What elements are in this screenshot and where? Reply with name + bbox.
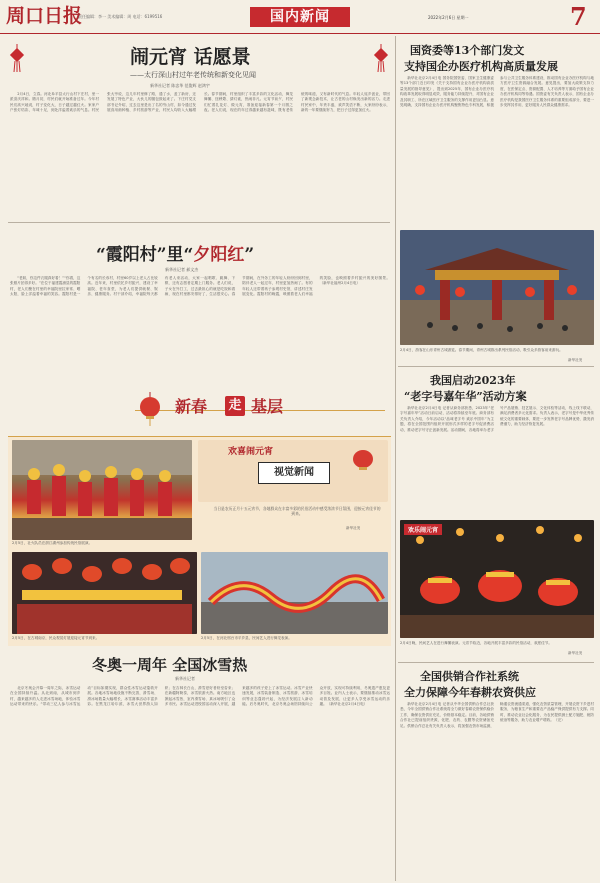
lantern-byline: 新华社记者 陈忠华 范俊辉 赵鸿宇 [150, 83, 210, 88]
divider [398, 366, 594, 367]
event-headline-1: 我国启动2023年 [430, 374, 516, 387]
supply-headline-2: 全力保障今年春耕农资供应 [404, 686, 536, 699]
archway-photo [400, 230, 594, 345]
gallery-caption-1: 2月5日，社火队员在浙江湖州参加传统民俗展演。 [12, 541, 93, 545]
lantern-icon [348, 444, 378, 474]
lion-dance-caption: 2月4日晚，民间艺人在进行舞狮表演。元宵节临近，各地开展丰富多彩的民俗活动，欢度佳节。 [400, 641, 552, 645]
ancient-city-gate-image [400, 230, 594, 345]
supply-body: 新华社北京2月4日电 记者从中华全国供销合作总社获悉，今年全国供销合作社系统将全力做好春耕农资保供稳价工作，确保农资供应充足、价格基本稳定。目前，各地供销合作社已提前组织货源，化肥、农药、农膜等农资储备充足。供销合作总社有关负责人表示，将加强农资市场监测，畅通农资流通渠道，强化农资质量管理，开展农资下乡进村服务，为粮食生产和重要农产品稳产保供提供有力支撑。同时，推动农业社会化服务，为农民提供测土配方施肥、统防统治等服务，助力农业增产增收。（完） [400, 702, 594, 728]
winter-headline: 冬奥一周年 全国冰雪热 [92, 656, 248, 674]
gallery-photo-2 [12, 552, 197, 634]
supply-headline-1: 全国供销合作社系统 [420, 670, 519, 683]
sunset-body: “老妹，你这件衣服真好看！”“你看，这张照片拍得多好。”在位于福建霞浦县的霞阳村，老人们聚在村里的幸福院里拉家常、晒太阳，脸上洋溢着幸福的笑容。霞阳村是一个有名的长寿村，村里60岁以上老人占比较高。近年来，村里依托乡村振兴，建设了幸福院、老年食堂，为老人们提供就餐、娱乐、健康服务。村干部介绍，幸福院每天都有老人来活动，大家一起唱歌、跳舞、下棋，还有志愿者定期上门服务。老人们说，子女在外打工，过去最担心的就是吃饭和看病，现在村里都安排好了，生活很安心。春节期间，在外务工的年轻人纷纷回到村里，陪伴老人一起过年，村里更加热闹了。有的年轻人还带着孩子参观村史馆，讲述村庄发展变化。霞阳村的晚霞，映照着老人们幸福的笑脸，也映照着乡村振兴的美好图景。（新华社福州2月4日电） [10, 276, 390, 297]
chinese-knot-icon [8, 44, 26, 72]
archway-credit: 新华社发 [568, 358, 583, 362]
gallery-title-panel [198, 440, 388, 502]
gallery-title: 欢喜闹元宵 [228, 447, 274, 457]
lantern-subheadline: ——太行深山村过年老传统和新变化见闻 [130, 71, 256, 79]
medical-body: 新华社北京2月4日电 国务院国资委、国家卫生健康委等13个部门近日印发《关于支持国有企业办医疗机构高质量发展的指导意见》，提出到2025年，国有企业办医疗机构改革发展取得明显成效，服务能力持续提升，对国有企业及其职工、所在区域医疗卫生服务的支撑作用更加凸显。意见明确，支持国有企业办医疗机构聚焦特色专科发展，积极参与公共卫生服务体系建设，推动国有企业办医疗机构与地方医疗卫生资源融合发展。意见提出，要加大政策支持力度，在医保定点、资源配置、人才培养等方面给予国有企业办医疗机构同等待遇。国资委有关负责人表示，国有企业办医疗机构是我国医疗卫生服务体系的重要组成部分，要进一步发挥其作用，更好服务人民群众健康需求。 [400, 76, 594, 108]
event-headline-2: “老字号嘉年华”活动方案 [404, 390, 527, 403]
newspaper-logo: 周口日报 [6, 5, 83, 27]
special-label-xinchun: 新春 [175, 397, 208, 416]
column-divider [395, 36, 396, 881]
lantern-display-image [12, 552, 197, 634]
page-number: 7 [570, 2, 587, 31]
gallery-caption-2: 2月5日，在古城南京，民众观赏灯展迎接元宵节到来。 [12, 636, 100, 640]
section-title: 国内新闻 [250, 7, 350, 27]
sunset-headline: “霞阳村”里“夕阳红” [96, 245, 255, 265]
winter-byline: 新华社记者 [175, 676, 195, 681]
dragon-dance-image [201, 552, 388, 634]
lantern-headline: 闹元宵 话愿景 [130, 46, 251, 68]
lion-dance-photo [400, 520, 594, 638]
visual-news-tag: 视觉新闻 [258, 462, 330, 484]
special-column-banner [135, 388, 385, 430]
divider [8, 222, 390, 223]
medical-headline-1: 国资委等13个部门发文 [410, 44, 525, 57]
masthead [0, 0, 600, 34]
lion-dance-image [400, 520, 594, 638]
folk-performers-image [12, 440, 192, 540]
lantern-icon [137, 392, 163, 426]
gallery-intro: 当日是农历正月十五元宵节，各地群众在丰富多彩的民俗活动中感受浓浓节日氛围，迎接元宵佳节的到来。 [213, 506, 381, 516]
lion-dance-tag: 欢乐闹元宵 [404, 524, 442, 535]
gallery-credit: 新华社发 [346, 526, 361, 530]
special-label-jiceng: 基层 [251, 397, 284, 416]
editor-info: 责任编辑：李一 美术编辑：周 电话：6199516 [78, 14, 163, 19]
gallery-photo-1 [12, 440, 192, 540]
gallery-photo-3 [201, 552, 388, 634]
archway-caption: 2月4日，游客在山东青州古城游览。春节期间，青州古城推出系列民俗活动，吸引众多游客前来游玩。 [400, 348, 563, 352]
special-label-zou: 走 [225, 396, 245, 416]
medical-headline-2: 支持国企办医疗机构高质量发展 [404, 60, 558, 73]
lion-dance-credit: 新华社发 [568, 651, 583, 655]
gallery-caption-3: 2月5日，在河北邢台市平乡县，民间艺人进行舞龙表演。 [201, 636, 292, 640]
issue-date: 2022年2月6日 星期一 [428, 15, 469, 20]
event-body: 新华社北京2月4日电 记者从商务部获悉，2023年“老字号嘉年华”活动日前启动，活动将持续至年底。商务部有关负责人介绍，今年活动以“品味老字号 欢乐中国年”为主题，将在全国范围内组织开展形式多样的老字号促消费活动，推动老字号守正创新发展。活动期间，各地将举办老字号产品展销、技艺展示、文化体验等活动，线上线下联动，满足消费者多元化需求。负责人表示，老字号是中华优秀传统文化的重要载体，要进一步发挥老字号品牌优势，激发消费潜力，助力经济恢复发展。 [400, 406, 594, 432]
chinese-knot-icon [372, 44, 390, 72]
divider [398, 662, 594, 663]
sunset-byline: 新华社记者 郝文杰 [165, 267, 199, 272]
lantern-body: 2月4日，立春。河北阜平县太行山村下庄村，里一派喜庆祥和。腊月初，村民们就开始准备过年。今年村民们高兴地说，村子变化大，日子越过越红火。家家户户张灯结彩，年味十足，到处洋溢着欢乐的气息。村民张大爷说，这几年村里修了路，通了水，盖了新房，还发展了特色产业，大伙儿的腰包鼓起来了。下庄村党支部书记介绍，过去这里是出了名的穷山村，如今通过发展食用菌种植、乡村旅游等产业，村民人均收入大幅增长。春节期间，村里组织了丰富多彩的文化活动，舞龙舞狮、扭秧歌、猜灯谜，热闹非凡。元宵节前夕，村民们忙着扎花灯、做元宵，准备迎接新春第一个月圆之夜。老人们说，现在的年过得越来越有滋味，既有老传统的味道，又有新时代的气息。年轻人返乡创业，带回了新观念新技术，让古老的山村焕发出新的活力。走进村民家中，年货丰盛，欢声笑语不断，大家纷纷表示，新的一年要继续努力，把日子过得更加红火。 [10, 92, 390, 113]
winter-body: 北京冬奥会开幕一周年之际，冰雪运动在全国持续升温。从北到南，从城市到乡村，越来越多的人走进冰雪场地，体验冰雪运动带来的快乐。“带动三亿人参与冰雪运动”目标如期实现，群众性冰雪运动蓬勃开展。各地冰雪场地设施不断完善，滑雪场、滑冰场数量大幅增长，冰雪赛事活动丰富多彩。在黑龙江哈尔滨，冰雪大世界游人如织；在吉林长白山，滑雪爱好者纷至沓来；在新疆阿勒泰，冰雪旅游火热。南方地区也掀起冰雪热，室内滑雪场、真冰场吸引了众多市民。冰雪运动进校园活动深入开展，越来越多的孩子爱上了冰雪运动。冰雪产业快速发展，冰雪装备制造、冰雪旅游、冰雪培训等业态蓬勃兴起，为经济发展注入新动能。后冬奥时代，北京冬奥会场馆持续向公众开放，实现可持续利用，冬奥遗产惠及更多百姓。业内人士表示，要继续推动冰雪运动普及发展，让更多人享受冰雪运动的乐趣。（新华社北京2月4日电） [10, 686, 390, 707]
